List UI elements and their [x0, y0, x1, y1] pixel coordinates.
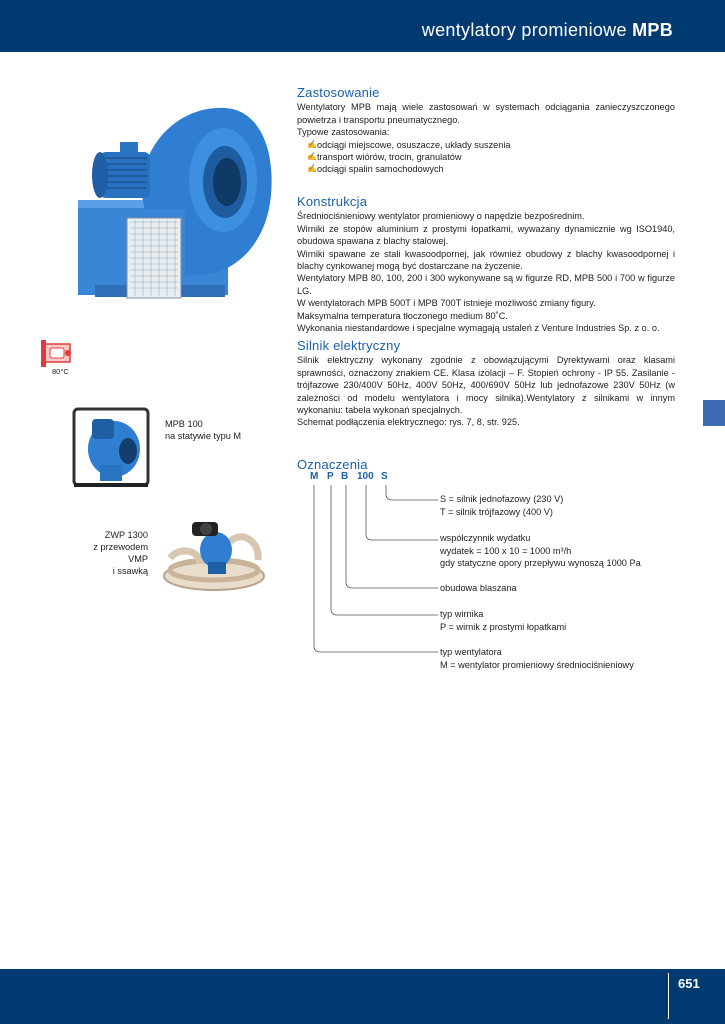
konstrukcja-line: Wirniki ze stopów aluminium z prostymi łopatkami, wyważany dynamicznie wg ISO1940, obudowa spawana z blachy stalowej.	[297, 223, 675, 247]
code-letter: P	[327, 471, 334, 482]
footer-divider	[668, 973, 669, 1019]
code-letter: M	[310, 471, 319, 482]
heading-zastosowanie: Zastosowanie	[297, 85, 380, 100]
legend-impeller: typ wirnika P = wirnik z prostymi łopatkami	[440, 609, 567, 632]
konstrukcja-line: W wentylatorach MPB 500T i MPB 700T istnieje możliwość zmiany figury.	[297, 298, 596, 309]
heading-oznaczenia: Oznaczenia	[297, 457, 368, 472]
section-tab-marker	[703, 400, 725, 426]
legend-housing: obudowa blaszana	[440, 583, 517, 593]
silnik-schema: Schemat podłączenia elektrycznego: rys. 7, 8, str. 925.	[297, 417, 520, 428]
konstrukcja-line: Wirniki spawane ze stali kwasoodpornej, jak również obudowy z blachy kwasoodpornej i blachy cynkowanej mogą być dostarczane na życzenie.	[297, 248, 675, 272]
page-footer	[0, 969, 725, 1024]
page-number: 651	[678, 976, 700, 991]
pencil-icon: ✍	[307, 152, 317, 162]
konstrukcja-line: Wykonania niestandardowe i specjalne wymagają ustaleń z Venture Industries Sp. z o. o.	[297, 323, 660, 334]
legend-flow: współczynnik wydatku wydatek = 100 x 10 = 1000 m³/h gdy statyczne opory przepływu wynoszą 1000 Pa	[440, 533, 641, 568]
konstrukcja-line: Wentylatory MPB 80, 100, 200 i 300 wykonywane są w figurze RD, MPB 500 i 700 w figurze LG.	[297, 273, 675, 296]
caption-zwp1300: ZWP 1300 z przewodem VMP i ssawką	[93, 530, 148, 576]
silnik-text: Silnik elektryczny wykonany zgodnie z obowiązującymi Dyrektywami oraz klasami sprawności, oznaczony znakiem CE. Klasa izolacji – F. Stopień ochrony - IP 55. Zasilanie - trójfazowe 230/400V 50Hz, 400V 50Hz, 400/690V 50Hz lub jednofazowe 230V 50Hz (w zależności od modelu wentylatora i mocy silnika).Wentylatory z silnikami w innym wykonaniu: tabela wykonań specjalnych.	[297, 355, 675, 416]
page-title: wentylatory promieniowe MPB	[421, 20, 673, 40]
zastosowanie-text: Wentylatory MPB mają wiele zastosowań w systemach odciągania zanieczyszczonego powietrza i transportu pneumatycznego.	[297, 102, 675, 125]
typical-label: Typowe zastosowania:	[297, 127, 390, 138]
code-letter: 100	[357, 471, 374, 482]
pencil-icon: ✍	[307, 164, 317, 174]
heading-silnik: Silnik elektryczny	[297, 338, 401, 353]
pencil-icon: ✍	[307, 139, 317, 149]
konstrukcja-line: Średniociśnieniowy wentylator promieniowy o napędzie bezpośrednim.	[297, 211, 585, 222]
code-letter: S	[381, 471, 388, 482]
heading-konstrukcja: Konstrukcja	[297, 194, 368, 209]
list-item: ✍ odciągi miejscowe, osuszacze, układy suszenia	[307, 139, 511, 150]
legend-motor: S = silnik jednofazowy (230 V) T = silnik trójfazowy (400 V)	[440, 494, 564, 517]
list-item: ✍ transport wiórów, trocin, granulatów	[307, 152, 462, 163]
temperature-label: 80°C	[52, 367, 69, 376]
code-letter: B	[341, 471, 349, 482]
caption-mpb100: MPB 100 na statywie typu M	[165, 419, 242, 441]
konstrukcja-line: Maksymalna temperatura tłoczonego medium 80˚C.	[297, 310, 508, 321]
legend-fan-type: typ wentylatora M = wentylator promieniowy średniociśnieniowy	[440, 647, 634, 670]
list-item: ✍ odciągi spalin samochodowych	[307, 164, 444, 175]
